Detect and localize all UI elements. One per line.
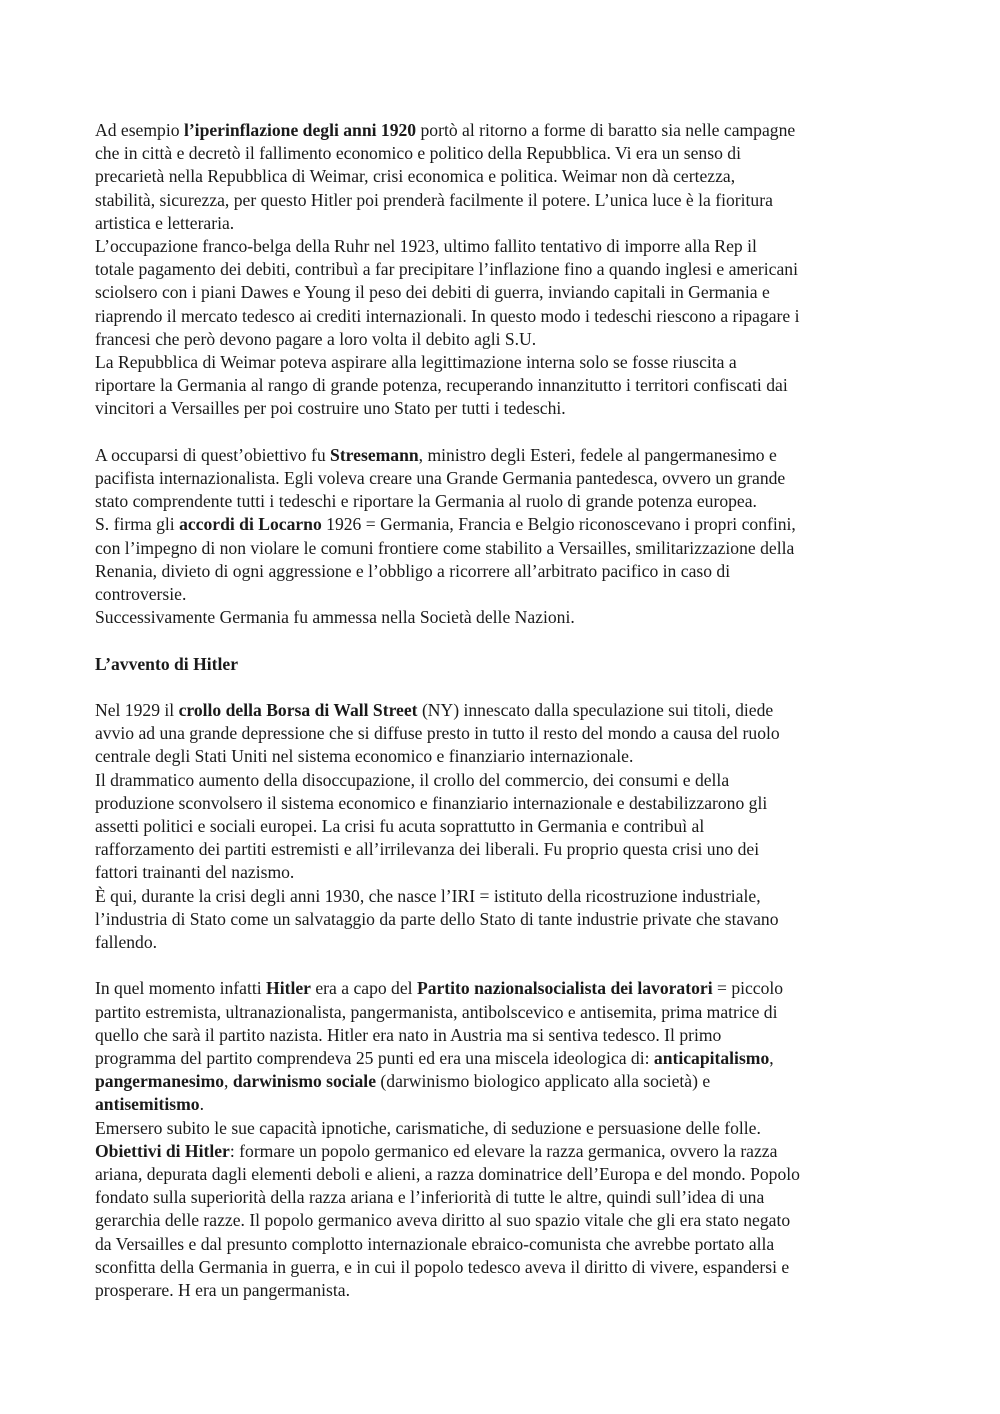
bold-term: pangermanesimo	[95, 1071, 225, 1092]
text-line: Obiettivi di Hitler: formare un popolo germanico ed elevare la razza germanica, ovvero la razza	[95, 1140, 778, 1161]
text-line: prosperare. H era un pangermanista.	[95, 1280, 350, 1301]
text-line: stato comprendente tutti i tedeschi e riportare la Germania al ruolo di grande potenza europea.	[95, 491, 757, 512]
paragraph-weimar-crisis	[95, 119, 915, 421]
document-page	[95, 119, 915, 1302]
text-line: avvio ad una grande depressione che si diffuse presto in tutto il resto del mondo a causa del ruolo	[95, 723, 780, 744]
section-heading: L’avvento di Hitler	[95, 653, 239, 674]
text-line: partito estremista, ultranazionalista, pangermanista, antibolscevico e antisemita, prima matrice di	[95, 1001, 778, 1022]
text-line: l’industria di Stato come un salvataggio da parte dello Stato di tante industrie private che stavano	[95, 908, 779, 929]
bold-term: anticapitalismo	[653, 1048, 770, 1069]
text-line: centrale degli Stati Uniti nel sistema economico e finanziario internazionale.	[95, 746, 634, 767]
text-line: che in città e decretò il fallimento economico e politico della Repubblica. Vi era un senso di	[95, 143, 741, 164]
text-line: produzione sconvolsero il sistema economico e finanziario internazionale e destabilizzarono gli	[95, 792, 768, 813]
text-line: programma del partito comprendeva 25 punti ed era una miscela ideologica di: anticapitalismo,	[95, 1048, 774, 1069]
paragraph-hitler-party	[95, 977, 915, 1302]
text-line: fallendo.	[95, 932, 158, 953]
text-line: Nel 1929 il crollo della Borsa di Wall Street (NY) innescato dalla speculazione sui titoli, diede	[95, 700, 774, 721]
text-line: vincitori a Versailles per poi costruire uno Stato per tutti i tedeschi.	[95, 398, 566, 419]
text-line: Renania, divieto di ogni aggressione e l’obbligo a ricorrere all’arbitrato pacifico in caso di	[95, 560, 731, 581]
text-line: Ad esempio l’iperinflazione degli anni 1920 portò al ritorno a forme di baratto sia nelle campagne	[95, 120, 796, 140]
text-line: Emersero subito le sue capacità ipnotiche, carismatiche, di seduzione e persuasione delle folle.	[95, 1117, 761, 1138]
text-line: gerarchia delle razze. Il popolo germanico aveva diritto al suo spazio vitale che gli era stato negato	[95, 1210, 791, 1231]
paragraph-gap	[95, 421, 915, 444]
paragraph-gap	[95, 676, 915, 699]
bold-term: crollo della Borsa di Wall Street	[178, 700, 418, 721]
text-line: artistica e letteraria.	[95, 212, 235, 233]
text-line: La Repubblica di Weimar poteva aspirare alla legittimazione interna solo se fosse riuscita a	[95, 352, 737, 373]
text-line: sconfitta della Germania in guerra, e in cui il popolo tedesco aveva il diritto di vivere, espandersi e	[95, 1256, 790, 1277]
text-line: stabilità, sicurezza, per questo Hitler poi prenderà facilmente il potere. L’unica luce è la fioritura	[95, 189, 773, 210]
text-line: Successivamente Germania fu ammessa nella Società delle Nazioni.	[95, 607, 575, 628]
text-line: È qui, durante la crisi degli anni 1930, che nasce l’IRI = istituto della ricostruzione industriale,	[95, 885, 761, 906]
text-line: rafforzamento dei partiti estremisti e all’irrilevanza dei liberali. Fu proprio questa crisi uno dei	[95, 839, 760, 860]
text-line: In quel momento infatti Hitler era a capo del Partito nazionalsocialista dei lavoratori = piccolo	[95, 978, 784, 999]
text-line: Il drammatico aumento della disoccupazione, il crollo del commercio, dei consumi e della	[95, 769, 730, 790]
text-line: francesi che però devono pagare a loro volta il debito agli S.U.	[95, 328, 537, 349]
bold-term: Stresemann	[330, 444, 419, 465]
bold-term: Hitler	[266, 978, 311, 999]
bold-term: Partito nazionalsocialista dei lavoratori	[416, 978, 713, 999]
text-line: A occuparsi di quest’obiettivo fu Stresemann, ministro degli Esteri, fedele al pangermanesimo e	[95, 444, 777, 465]
text-line: quello che sarà il partito nazista. Hitler era nato in Austria ma si sentiva tedesco. Il primo	[95, 1024, 722, 1045]
text-line: ariana, depurata dagli elementi deboli e alieni, a razza dominatrice dell’Europa e del mondo. Popolo	[95, 1164, 800, 1185]
paragraph-gap	[95, 954, 915, 977]
text-line: controversie.	[95, 584, 187, 605]
text-line: S. firma gli accordi di Locarno 1926 = Germania, Francia e Belgio riconoscevano i propri confini,	[95, 514, 796, 535]
text-line: riportare la Germania al rango di grande potenza, recuperando innanzitutto i territori confiscati dai	[95, 375, 788, 396]
paragraph-wall-street	[95, 699, 915, 954]
bold-term: l’iperinflazione degli anni 1920	[183, 120, 417, 140]
bold-term: antisemitismo	[95, 1094, 200, 1115]
text-line: riaprendo il mercato tedesco ai crediti internazionali. In questo modo i tedeschi riescono a ripagare i	[95, 305, 800, 326]
text-line: pacifista internazionalista. Egli voleva creare una Grande Germania pantedesca, ovvero un grande	[95, 468, 786, 489]
text-line: da Versailles e dal presunto complotto internazionale ebraico-comunista che avrebbe portato alla	[95, 1233, 775, 1254]
text-line: fattori trainanti del nazismo.	[95, 862, 295, 883]
paragraph-gap	[95, 629, 915, 652]
text-line: sciolsero con i piani Dawes e Young il peso dei debiti di guerra, inviando capitali in Germania e	[95, 282, 770, 303]
paragraph-stresemann	[95, 444, 915, 630]
text-line: fondato sulla superiorità della razza ariana e l’inferiorità di tutte le altre, quindi sull’idea di una	[95, 1187, 765, 1208]
bold-term: accordi di Locarno	[179, 514, 322, 535]
text-line: precarietà nella Repubblica di Weimar, crisi economica e politica. Weimar non dà certezza,	[95, 166, 736, 187]
text-line: assetti politici e sociali europei. La crisi fu acuta soprattutto in Germania e contribuì al	[95, 816, 705, 837]
text-line: antisemitismo.	[95, 1094, 204, 1115]
text-line: con l’impegno di non violare le comuni frontiere come stabilito a Versailles, smilitarizzazione della	[95, 537, 795, 558]
bold-term: Obiettivi di Hitler	[95, 1140, 230, 1161]
bold-term: darwinismo sociale	[232, 1071, 377, 1092]
text-line: pangermanesimo, darwinismo sociale (darwinismo biologico applicato alla società) e	[95, 1071, 711, 1092]
text-line: totale pagamento dei debiti, contribuì a far precipitare l’inflazione fino a quando inglesi e americani	[95, 259, 798, 280]
text-line: L’occupazione franco-belga della Ruhr nel 1923, ultimo fallito tentativo di imporre alla Rep il	[95, 236, 757, 257]
